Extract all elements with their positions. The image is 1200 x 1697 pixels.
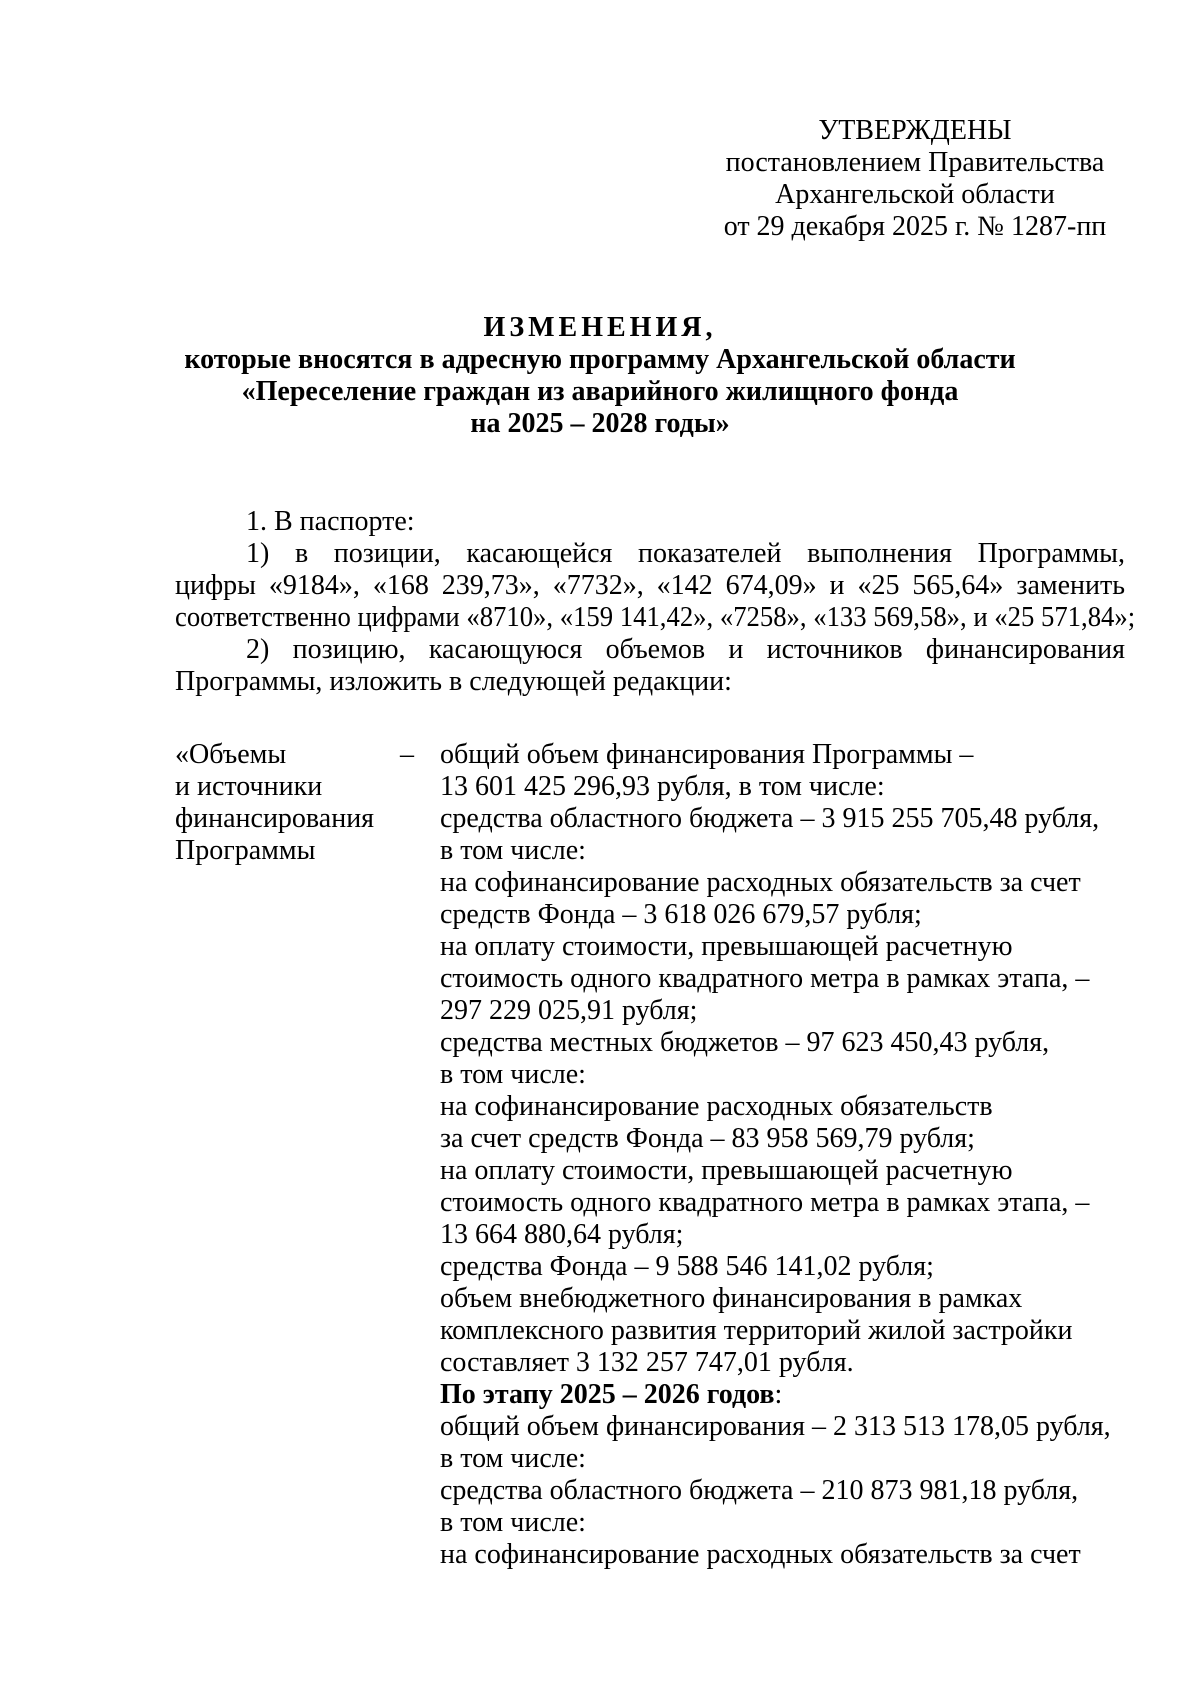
stage-value-line: в том числе: [440,1443,586,1474]
passport-name-line: Программы [175,835,316,866]
approval-stamp [700,115,1130,243]
approval-line: постановлением Правительства [725,147,1105,178]
passport-value-line: комплексного развития территорий жилой застройки [440,1315,1073,1346]
stage-heading: По этапу 2025 – 2026 годов [440,1379,775,1410]
stage-heading-colon: : [774,1379,783,1410]
paragraph-item-1-1-line: 1) в позиции, касающейся показателей выполнения Программы, [246,538,1125,569]
approval-line: Архангельской области [775,179,1055,210]
title-heading: ИЗМЕНЕНИЯ, [483,312,717,343]
passport-value-line: в том числе: [440,1059,586,1090]
passport-value-line: общий объем финансирования Программы – [440,739,974,770]
passport-value-line: на оплату стоимости, превышающей расчетную [440,931,1013,962]
paragraph-item-1-1-line [175,602,1136,634]
stage-value-line: в том числе: [440,1507,586,1538]
passport-value-line: 13 601 425 296,93 рубля, в том числе: [440,771,885,802]
title-subtitle: на 2025 – 2028 годы» [470,408,730,439]
document-title [100,312,1100,440]
passport-value-line: средства местных бюджетов – 97 623 450,43 рубля, [440,1027,1050,1058]
stage-value-line: средства областного бюджета – 210 873 981,18 рубля, [440,1475,1079,1506]
passport-position-value [440,739,1130,1571]
passport-value-line: 13 664 880,64 рубля; [440,1219,684,1250]
passport-value-line: стоимость одного квадратного метра в рамках этапа, – [440,1187,1090,1218]
passport-value-line: средства Фонда – 9 588 546 141,02 рубля; [440,1251,934,1282]
passport-value-line: на софинансирование расходных обязательств [440,1091,993,1122]
paragraph-item-1: 1. В паспорте: [246,506,415,537]
stage-heading-line [440,1379,1130,1411]
passport-value-line: стоимость одного квадратного метра в рамках этапа, – [440,963,1090,994]
stage-value-line: на софинансирование расходных обязательств за счет [440,1539,1081,1570]
passport-value-line: объем внебюджетного финансирования в рамках [440,1283,1023,1314]
passport-name-line: и источники [175,771,323,802]
stage-value-line: общий объем финансирования – 2 313 513 178,05 рубля, [440,1411,1111,1442]
title-subtitle: которые вносятся в адресную программу Архангельской области [184,344,1016,375]
passport-name-line: финансирования [175,803,375,834]
paragraph-item-1-2-line: Программы, изложить в следующей редакции: [175,666,732,697]
passport-value-line: 297 229 025,91 рубля; [440,995,698,1026]
condensed-line: соответственно цифрами «8710», «159 141,42», «7258», «133 569,58», и «25 571,84»; [175,602,1136,633]
passport-dash: – [400,739,414,770]
passport-value-line: на софинансирование расходных обязательств за счет [440,867,1081,898]
passport-value-line: на оплату стоимости, превышающей расчетную [440,1155,1013,1186]
approval-heading: УТВЕРЖДЕНЫ [818,115,1012,146]
passport-position-name [175,739,375,867]
paragraph-item-1-2-line: 2) позицию, касающуюся объемов и источников финансирования [246,634,1125,665]
passport-value-line: в том числе: [440,835,586,866]
title-subtitle: «Переселение граждан из аварийного жилищного фонда [241,376,959,407]
approval-date: от 29 декабря 2025 г. № 1287-пп [723,211,1107,242]
document-body [175,506,1136,698]
paragraph-item-1-1-line: цифры «9184», «168 239,73», «7732», «142 674,09» и «25 565,64» заменить [175,570,1125,601]
passport-value-line: средств Фонда – 3 618 026 679,57 рубля; [440,899,922,930]
passport-value-line: средства областного бюджета – 3 915 255 705,48 рубля, [440,803,1100,834]
passport-name-line: «Объемы [175,739,287,770]
passport-value-line: составляет 3 132 257 747,01 рубля. [440,1347,854,1378]
passport-value-line: за счет средств Фонда – 83 958 569,79 рубля; [440,1123,975,1154]
